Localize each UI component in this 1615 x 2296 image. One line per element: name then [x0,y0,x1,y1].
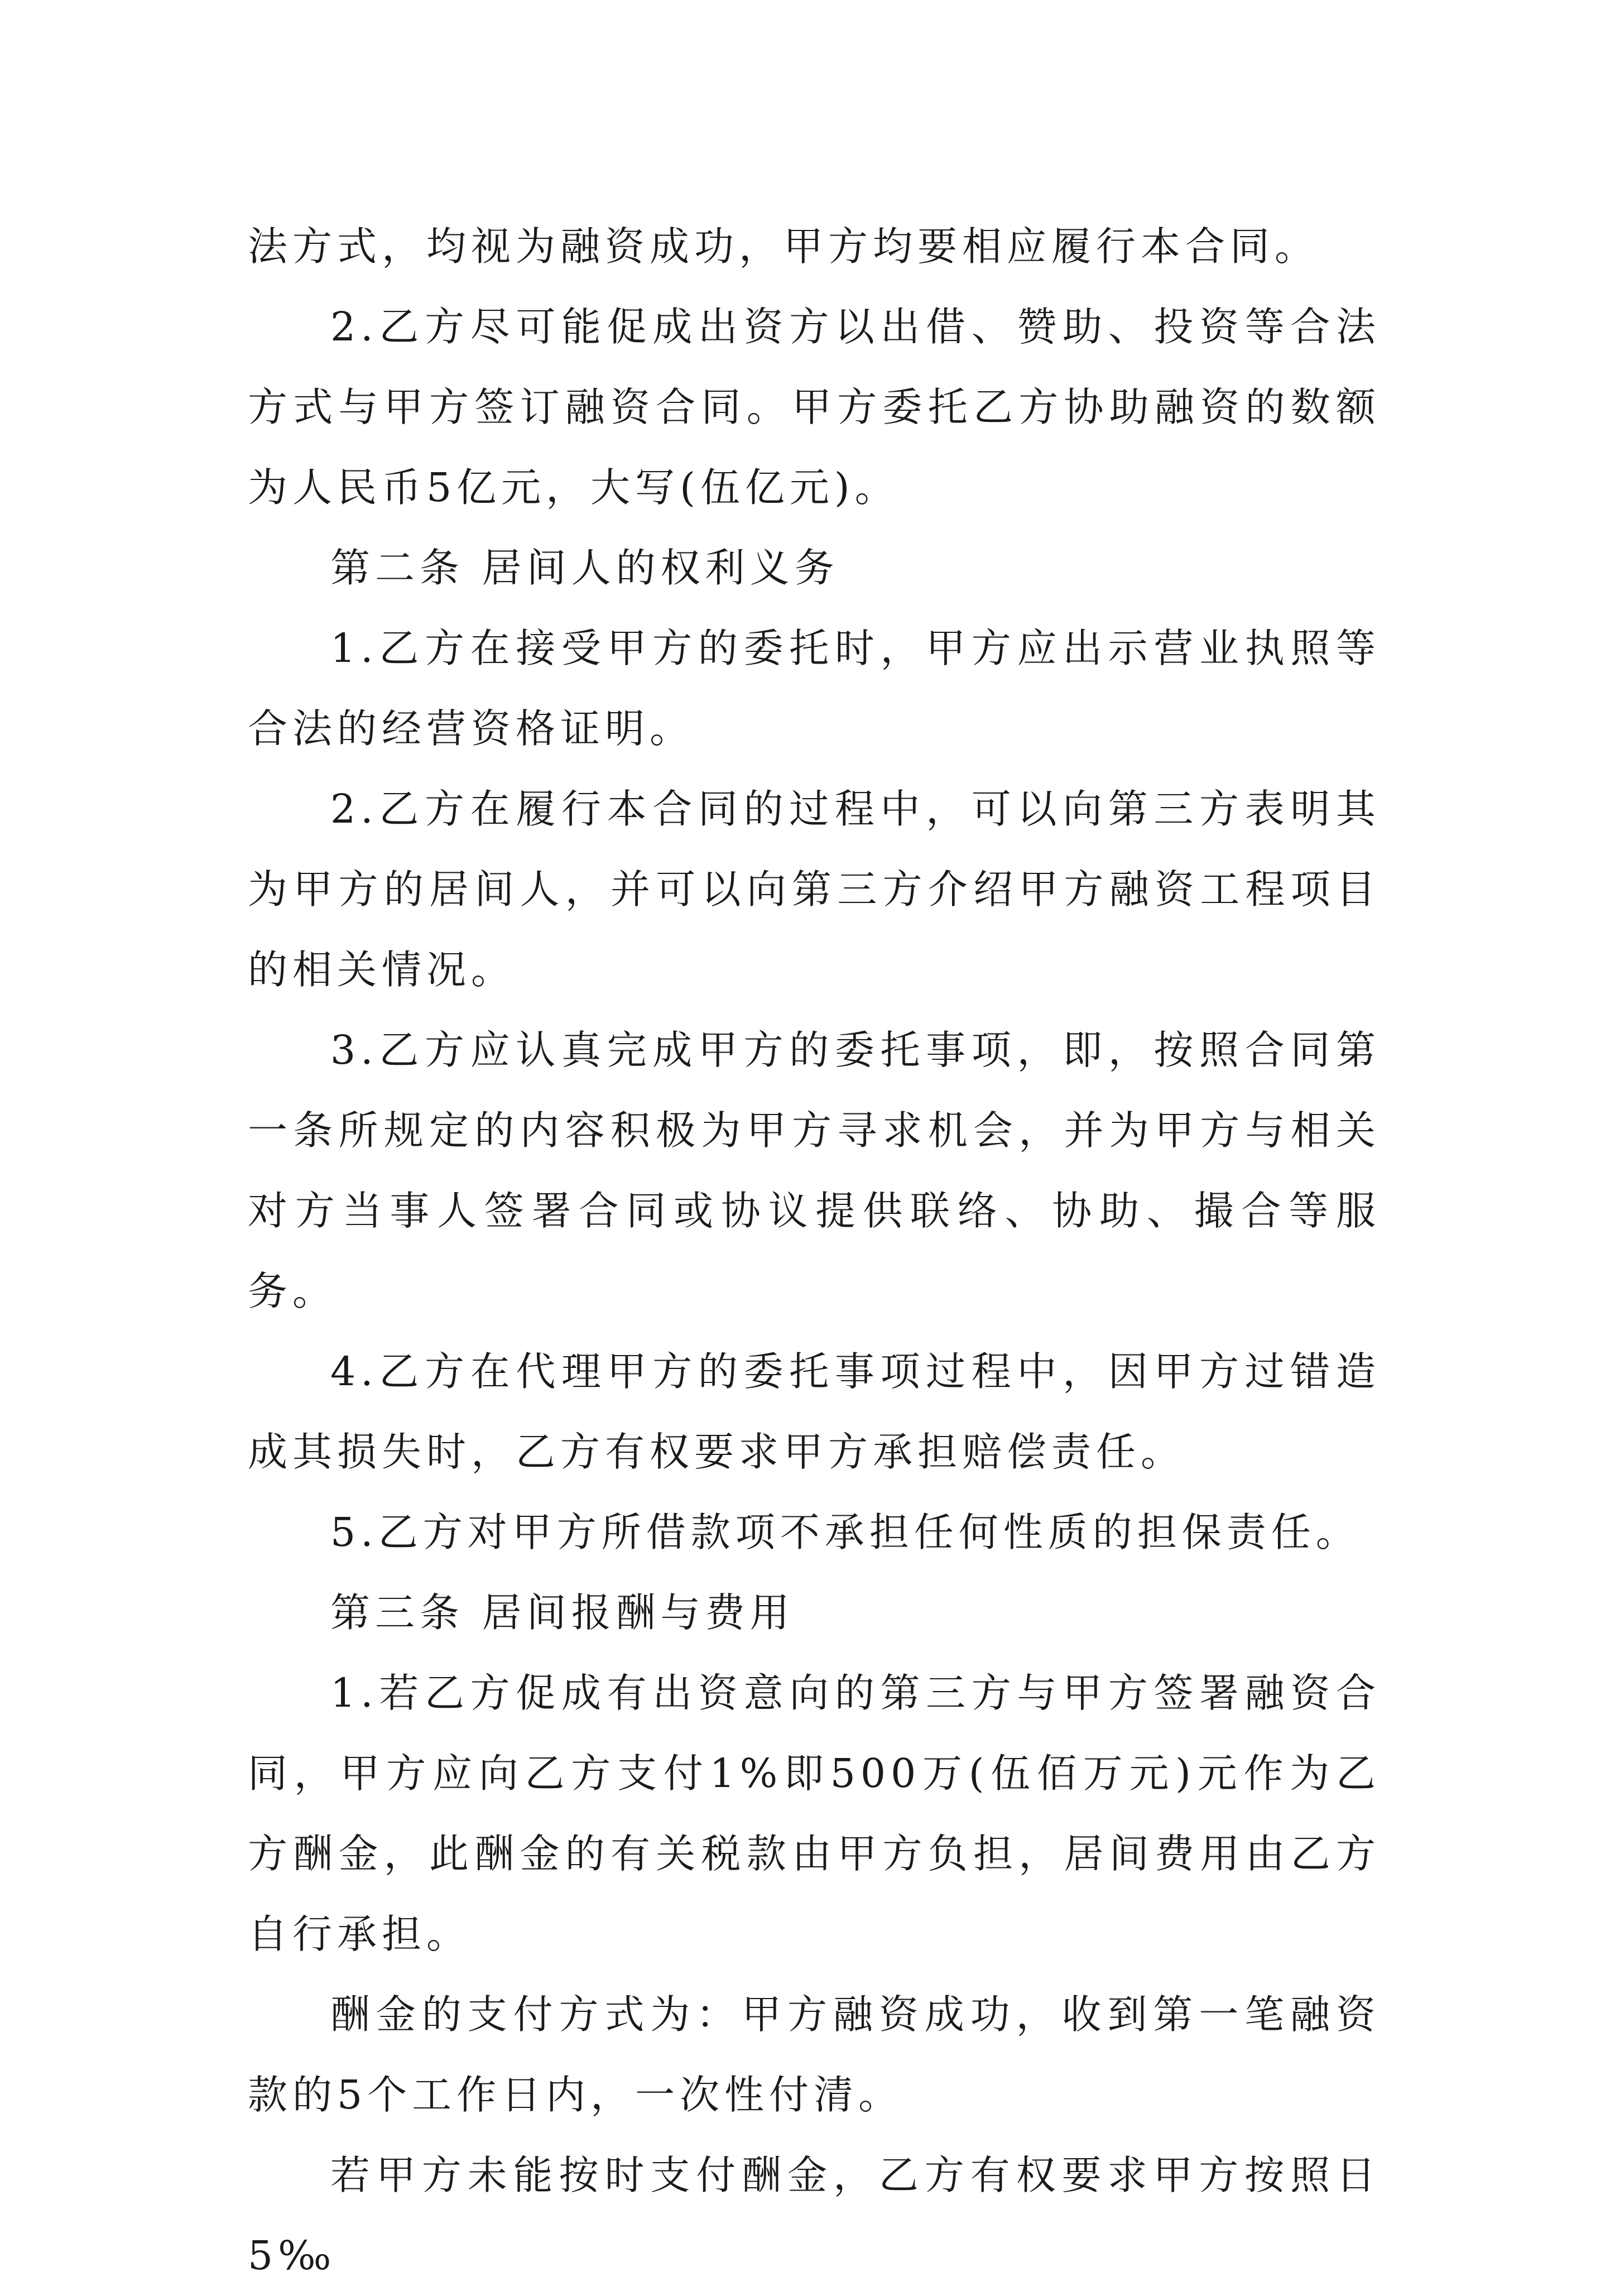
paragraph-continuation: 法方式，均视为融资成功，甲方均要相应履行本合同。 [248,223,1320,270]
late-payment-paragraph: 若甲方未能按时支付酬金，乙方有权要求甲方按照日5‰ [248,2152,1381,2279]
article-3-item-1: 1.若乙方促成有出资意向的第三方与甲方签署融资合同，甲方应向乙方支付1%即500万(伍佰万元)元作为乙方酬金，此酬金的有关税款由甲方负担，居间费用由乙方自行承担。 [248,1670,1381,1957]
article-2-item-1: 1.乙方在接受甲方的委托时，甲方应出示营业执照等合法的经营资格证明。 [248,625,1381,752]
clause-1-item-2: 2.乙方尽可能促成出资方以出借、赞助、投资等合法方式与甲方签订融资合同。甲方委托乙方协助融资的数额为人民币5亿元，大写(伍亿元)。 [248,304,1381,511]
article-2-item-4: 4.乙方在代理甲方的委托事项过程中，因甲方过错造成其损失时，乙方有权要求甲方承担赔偿责任。 [248,1348,1381,1475]
article-2-item-2: 2.乙方在履行本合同的过程中，可以向第三方表明其为甲方的居间人，并可以向第三方介绍甲方融资工程项目的相关情况。 [248,786,1381,993]
article-2-item-5: 5.乙方对甲方所借款项不承担任何性质的担保责任。 [330,1509,1361,1555]
article-2-heading: 第二条 居间人的权利义务 [330,545,839,591]
article-3-heading: 第三条 居间报酬与费用 [330,1589,795,1636]
article-2-item-3: 3.乙方应认真完成甲方的委托事项，即，按照合同第一条所规定的内容积极为甲方寻求机会，并为甲方与相关对方当事人签署合同或协议提供联络、协助、撮合等服务。 [248,1027,1381,1314]
contract-body [248,206,1381,2296]
payment-method-paragraph: 酬金的支付方式为：甲方融资成功，收到第一笔融资款的5个工作日内，一次性付清。 [248,1991,1381,2118]
